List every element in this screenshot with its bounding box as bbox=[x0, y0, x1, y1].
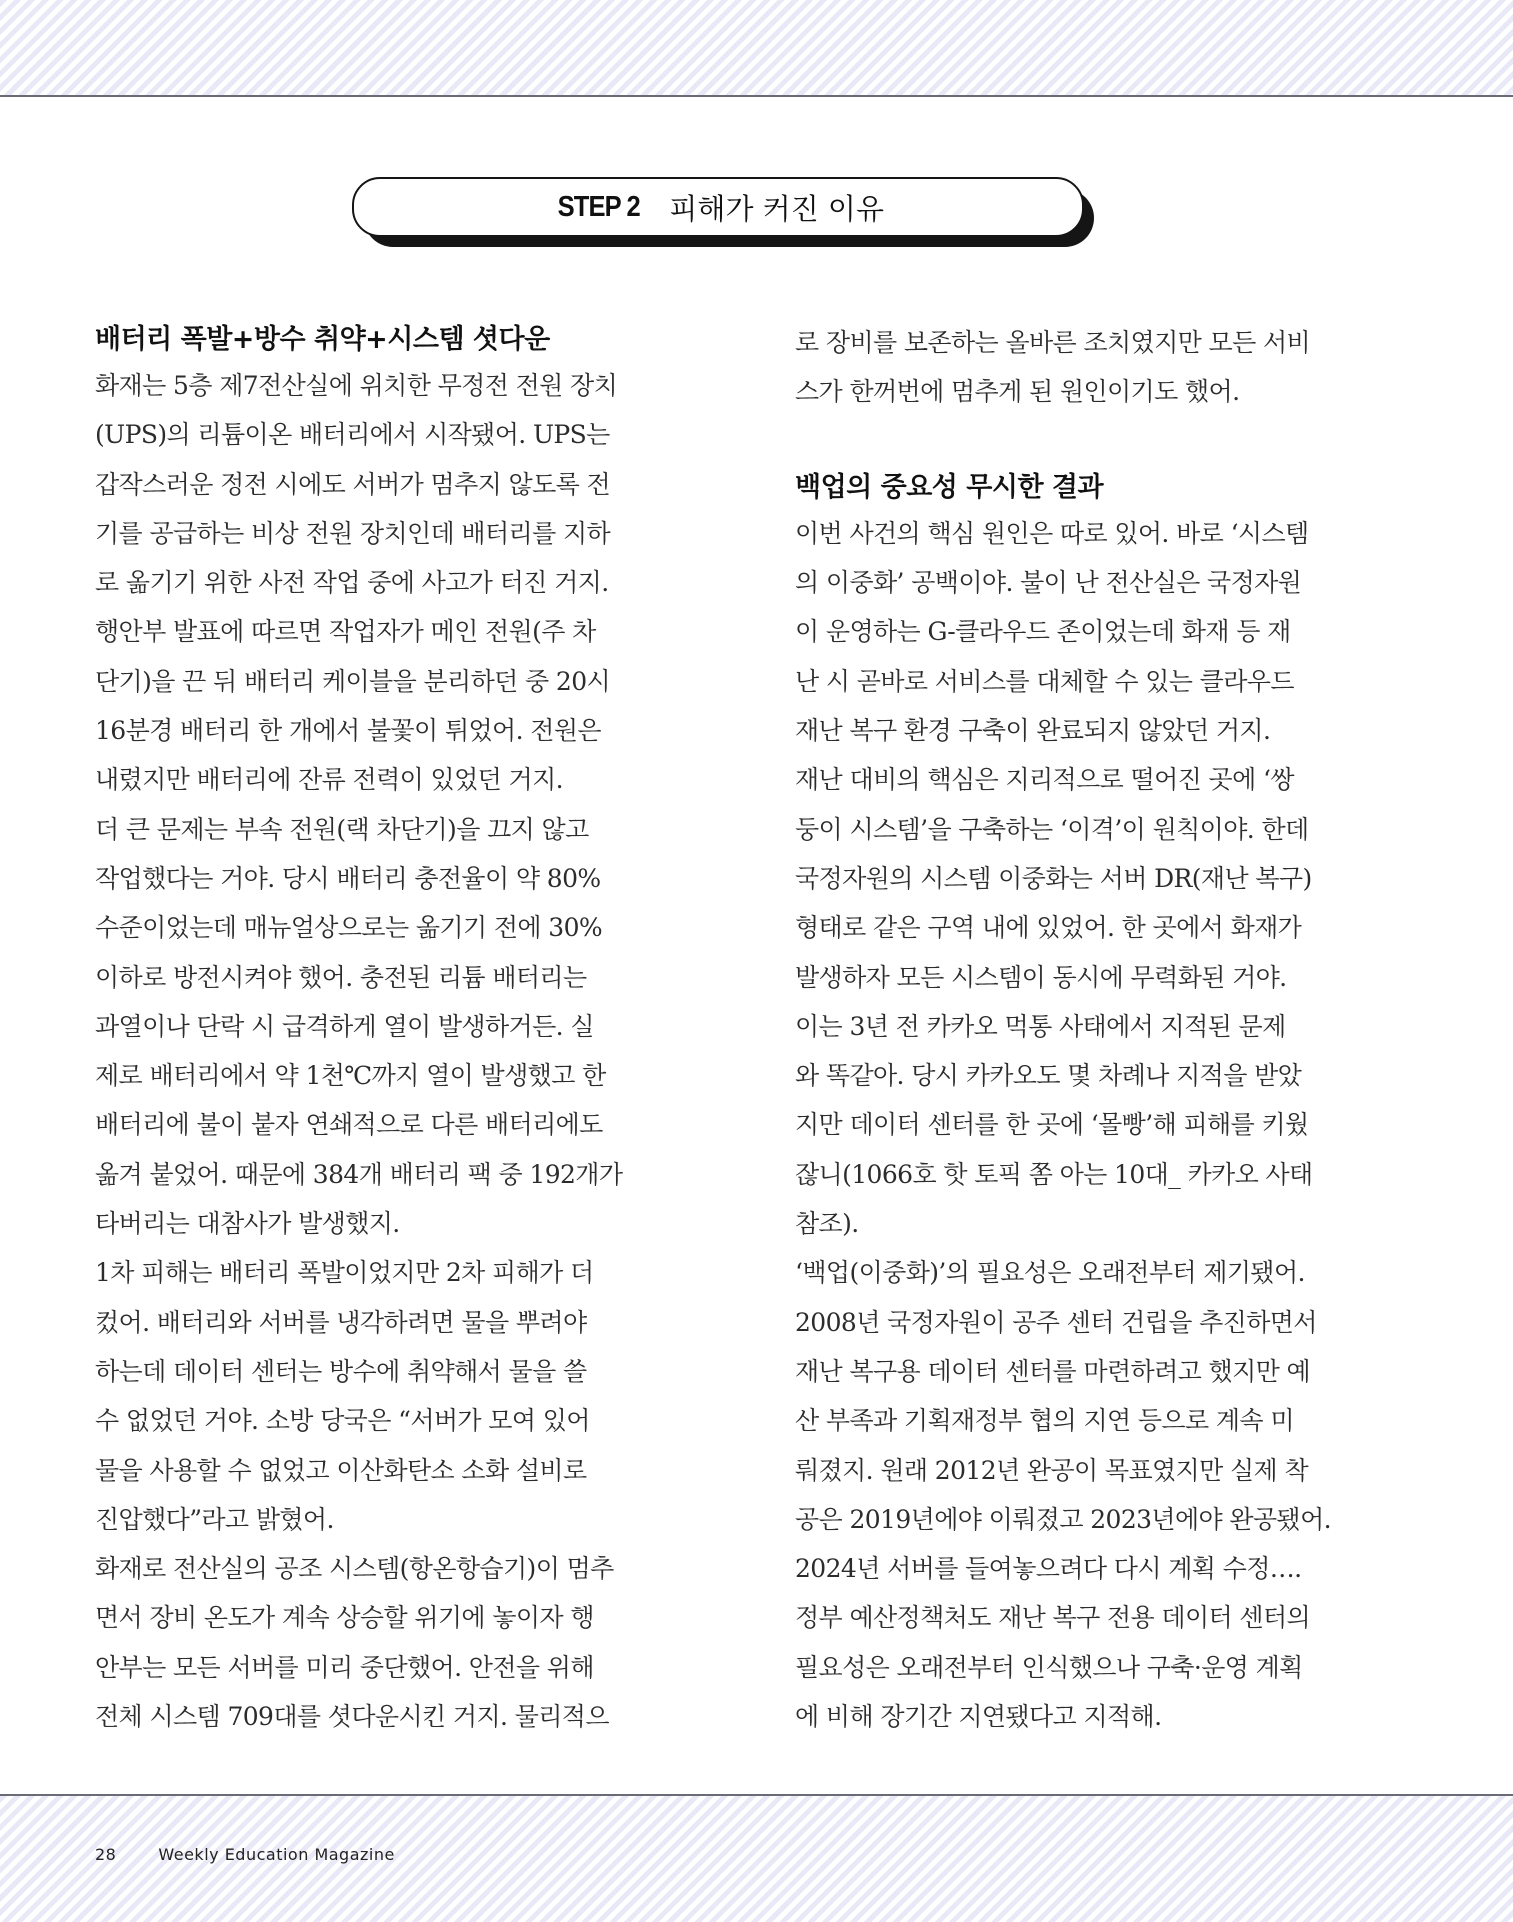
text-line: 형태로 같은 구역 내에 있었어. 한 곳에서 화재가 bbox=[795, 913, 1302, 943]
left-column bbox=[95, 318, 655, 1741]
section-heading-backup: 백업의 중요성 무시한 결과 bbox=[795, 471, 1104, 503]
section-heading-battery: 배터리 폭발+방수 취약+시스템 셧다운 bbox=[95, 324, 550, 355]
text-line: 제로 배터리에서 약 1천℃까지 열이 발생했고 한 bbox=[95, 1061, 606, 1091]
text-line: 더 큰 문제는 부속 전원(랙 차단기)을 끄지 않고 bbox=[95, 814, 589, 844]
text-line: 옮겨 붙었어. 때문에 384개 배터리 팩 중 192개가 bbox=[95, 1159, 623, 1189]
text-line: 필요성은 오래전부터 인식했으나 구축·운영 계획 bbox=[795, 1652, 1303, 1682]
text-line: 발생하자 모든 시스템이 동시에 무력화된 거야. bbox=[795, 962, 1287, 992]
text-line: 스가 한꺼번에 멈추게 된 원인이기도 했어. bbox=[795, 377, 1240, 407]
text-line: 타버리는 대참사가 발생했지. bbox=[95, 1209, 400, 1239]
page-number: 28 bbox=[95, 1845, 117, 1864]
text-line: 공은 2019년에야 이뤄졌고 2023년에야 완공됐어. bbox=[795, 1504, 1331, 1534]
text-line: 이하로 방전시켜야 했어. 충전된 리튬 배터리는 bbox=[95, 962, 587, 992]
right-column bbox=[795, 318, 1355, 1741]
text-line: 수준이었는데 매뉴얼상으로는 옮기기 전에 30% bbox=[95, 913, 603, 943]
publication-name: Weekly Education Magazine bbox=[158, 1845, 395, 1864]
text-line: 단기)을 끈 뒤 배터리 케이블을 분리하던 중 20시 bbox=[95, 666, 611, 696]
text-line: 진압했다”라고 밝혔어. bbox=[95, 1504, 334, 1534]
left-body-text bbox=[95, 361, 655, 1741]
page-footer bbox=[95, 1845, 395, 1864]
text-line: 참조). bbox=[795, 1209, 859, 1239]
text-line: 갑작스러운 정전 시에도 서버가 멈추지 않도록 전 bbox=[95, 469, 611, 499]
text-line: 이번 사건의 핵심 원인은 따로 있어. 바로 ‘시스템 bbox=[795, 518, 1309, 548]
text-line: 로 옮기기 위한 사전 작업 중에 사고가 터진 거지. bbox=[95, 568, 609, 598]
text-line: 2008년 국정자원이 공주 센터 건립을 추진하면서 bbox=[795, 1307, 1317, 1337]
text-line: 과열이나 단락 시 급격하게 열이 발생하거든. 실 bbox=[95, 1011, 594, 1041]
step-title: 피해가 커진 이유 bbox=[669, 191, 884, 226]
right-intro-text bbox=[795, 318, 1355, 417]
text-line: 이 운영하는 G-클라우드 존이었는데 화재 등 재 bbox=[795, 617, 1291, 647]
text-line: 화재는 5층 제7전산실에 위치한 무정전 전원 장치 bbox=[95, 371, 618, 400]
text-line: 1차 피해는 배터리 폭발이었지만 2차 피해가 더 bbox=[95, 1258, 594, 1288]
text-line: 로 장비를 보존하는 올바른 조치였지만 모든 서비 bbox=[795, 328, 1311, 357]
text-line: 에 비해 장기간 지연됐다고 지적해. bbox=[795, 1702, 1162, 1732]
text-line: 컸어. 배터리와 서버를 냉각하려면 물을 뿌려야 bbox=[95, 1307, 587, 1337]
text-line: 면서 장비 온도가 계속 상승할 위기에 놓이자 행 bbox=[95, 1603, 594, 1633]
text-line: 하는데 데이터 센터는 방수에 취약해서 물을 쓸 bbox=[95, 1356, 587, 1386]
text-line: (UPS)의 리튬이온 배터리에서 시작됐어. UPS는 bbox=[95, 420, 610, 450]
text-line: 정부 예산정책처도 재난 복구 전용 데이터 센터의 bbox=[795, 1603, 1311, 1633]
text-line: 의 이중화’ 공백이야. 불이 난 전산실은 국정자원 bbox=[795, 568, 1302, 598]
text-line: 국정자원의 시스템 이중화는 서버 DR(재난 복구) bbox=[795, 863, 1312, 893]
text-line: 이는 3년 전 카카오 먹통 사태에서 지적된 문제 bbox=[795, 1011, 1286, 1041]
top-stripe-band bbox=[0, 0, 1513, 97]
text-line: 지만 데이터 센터를 한 곳에 ‘몰빵’해 피해를 키웠 bbox=[795, 1110, 1309, 1140]
text-line: 전체 시스템 709대를 셧다운시킨 거지. 물리적으 bbox=[95, 1702, 609, 1732]
text-line: 내렸지만 배터리에 잔류 전력이 있었던 거지. bbox=[95, 765, 563, 795]
text-line: 2024년 서버를 들여놓으려다 다시 계획 수정…. bbox=[795, 1554, 1302, 1584]
text-line: 화재로 전산실의 공조 시스템(항온항습기)이 멈추 bbox=[95, 1554, 614, 1584]
text-line: 난 시 곧바로 서비스를 대체할 수 있는 클라우드 bbox=[795, 666, 1294, 696]
text-line: 행안부 발표에 따르면 작업자가 메인 전원(주 차 bbox=[95, 617, 596, 647]
text-line: 둥이 시스템’을 구축하는 ‘이격’이 원칙이야. 한데 bbox=[795, 814, 1309, 844]
text-line: 16분경 배터리 한 개에서 불꽃이 튀었어. 전원은 bbox=[95, 716, 601, 746]
text-line: 뤄졌지. 원래 2012년 완공이 목표였지만 실제 착 bbox=[795, 1455, 1309, 1485]
text-line: 안부는 모든 서버를 미리 중단했어. 안전을 위해 bbox=[95, 1652, 594, 1682]
text-line: 기를 공급하는 비상 전원 장치인데 배터리를 지하 bbox=[95, 518, 611, 548]
text-line: 산 부족과 기획재정부 협의 지연 등으로 계속 미 bbox=[795, 1406, 1294, 1436]
text-line: ‘백업(이중화)’의 필요성은 오래전부터 제기됐어. bbox=[795, 1258, 1305, 1288]
text-line: 재난 복구 환경 구축이 완료되지 않았던 거지. bbox=[795, 716, 1271, 746]
text-line: 재난 복구용 데이터 센터를 마련하려고 했지만 예 bbox=[795, 1356, 1311, 1386]
text-line: 수 없었던 거야. 소방 당국은 “서버가 모여 있어 bbox=[95, 1406, 590, 1436]
step-banner-pill bbox=[352, 177, 1084, 237]
step-banner bbox=[352, 177, 1094, 235]
paragraph-gap bbox=[795, 417, 1355, 466]
step-label: STEP 2 bbox=[557, 190, 640, 223]
text-line: 작업했다는 거야. 당시 배터리 충전율이 약 80% bbox=[95, 863, 601, 893]
text-line: 물을 사용할 수 없었고 이산화탄소 소화 설비로 bbox=[95, 1455, 587, 1485]
text-line: 와 똑같아. 당시 카카오도 몇 차례나 지적을 받았 bbox=[795, 1061, 1302, 1091]
text-line: 배터리에 불이 붙자 연쇄적으로 다른 배터리에도 bbox=[95, 1110, 603, 1140]
text-line: 재난 대비의 핵심은 지리적으로 떨어진 곳에 ‘쌍 bbox=[795, 765, 1294, 795]
right-body-text bbox=[795, 509, 1355, 1741]
text-line: 잖니(1066호 핫 토픽 쫌 아는 10대_ 카카오 사태 bbox=[795, 1159, 1313, 1189]
